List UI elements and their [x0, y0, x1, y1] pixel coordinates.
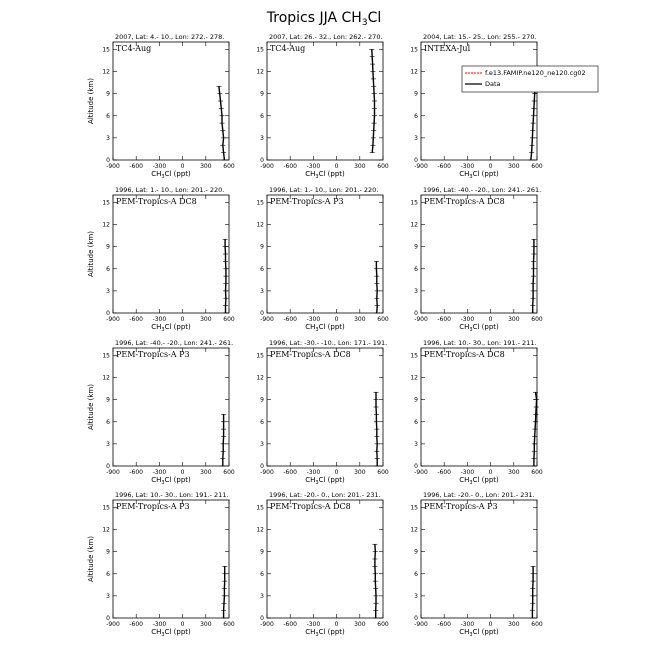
- y-tick-label: 12: [102, 221, 110, 229]
- x-tick-label: 300: [354, 469, 366, 476]
- y-tick-label: 15: [410, 352, 418, 360]
- y-tick-label: 9: [414, 90, 418, 98]
- y-tick-label: 15: [102, 199, 110, 207]
- x-tick-label: 300: [200, 621, 212, 628]
- panel-header: 1996, Lat: -30.- -10., Lon: 171.- 191.: [269, 339, 388, 347]
- x-axis-label: $CH_3Cl$ (ppt): [459, 628, 499, 638]
- x-tick-label: -300: [306, 621, 321, 628]
- x-tick-label: 0: [180, 469, 185, 476]
- x-tick-label: -300: [152, 621, 167, 628]
- x-tick-label: 0: [334, 469, 339, 476]
- x-axis-label: $CH_3Cl$ (ppt): [459, 476, 499, 486]
- x-tick-label: 300: [508, 163, 520, 170]
- panel-2: [256, 33, 389, 180]
- y-tick-label: 15: [256, 199, 264, 207]
- y-tick-label: 3: [106, 592, 110, 600]
- x-tick-label: 0: [180, 621, 185, 628]
- y-tick-label: 12: [410, 526, 418, 534]
- panel-header: 1996, Lat: 10.- 30., Lon: 191.- 211.: [423, 339, 537, 347]
- y-tick-label: 9: [106, 396, 110, 404]
- x-tick-label: -300: [306, 469, 321, 476]
- x-tick-label: -900: [106, 621, 120, 628]
- x-tick-label: 600: [531, 469, 543, 476]
- x-tick-label: 0: [488, 163, 493, 170]
- campaign-label: PEM-Tropics-A DC8: [424, 350, 505, 359]
- campaign-label: PEM-Tropics-A DC8: [270, 502, 351, 511]
- y-tick-label: 6: [260, 265, 264, 273]
- x-tick-label: -900: [414, 163, 428, 170]
- plot-frame: [113, 42, 229, 160]
- campaign-label: PEM-Tropics-A P3: [270, 197, 344, 206]
- data-profile-line: [224, 566, 225, 618]
- y-tick-label: 6: [106, 112, 110, 120]
- plot-frame: [421, 348, 537, 466]
- campaign-label: PEM-Tropics-A DC8: [424, 197, 505, 206]
- y-tick-label: 3: [106, 134, 110, 142]
- figure-title: Tropics JJA $CH_3Cl$: [266, 10, 382, 28]
- panel-4: [87, 186, 235, 333]
- plot-frame: [113, 195, 229, 313]
- y-tick-label: 3: [414, 440, 418, 448]
- plot-frame: [421, 195, 537, 313]
- y-tick-label: 6: [414, 570, 418, 578]
- y-tick-label: 6: [414, 265, 418, 273]
- x-tick-label: -600: [129, 163, 144, 170]
- x-tick-label: -300: [306, 163, 321, 170]
- y-tick-label: 3: [414, 592, 418, 600]
- y-tick-label: 3: [414, 287, 418, 295]
- x-tick-label: -300: [460, 316, 475, 323]
- y-tick-label: 0: [260, 463, 264, 470]
- x-tick-label: 600: [531, 316, 543, 323]
- x-tick-label: -600: [283, 469, 298, 476]
- y-tick-label: 6: [106, 418, 110, 426]
- x-tick-label: 300: [354, 163, 366, 170]
- x-tick-label: 600: [223, 316, 235, 323]
- x-tick-label: -600: [129, 316, 144, 323]
- x-tick-label: 600: [531, 621, 543, 628]
- legend: [462, 66, 598, 92]
- x-axis-label: $CH_3Cl$ (ppt): [305, 170, 345, 180]
- x-tick-label: -900: [414, 316, 428, 323]
- plot-frame: [421, 42, 537, 160]
- plot-frame: [113, 500, 229, 618]
- x-tick-label: 600: [377, 621, 389, 628]
- campaign-label: PEM-Tropics-A P3: [424, 502, 498, 511]
- panel-header: 1996, Lat: -20.- 0., Lon: 201.- 231.: [269, 491, 381, 499]
- y-tick-label: 9: [260, 243, 264, 251]
- x-axis-label: $CH_3Cl$ (ppt): [305, 323, 345, 333]
- y-tick-label: 0: [106, 463, 110, 470]
- y-axis-label: Altitude (km): [87, 536, 95, 582]
- x-tick-label: -300: [152, 163, 167, 170]
- panel-header: 1996, Lat: -20.- 0., Lon: 201.- 231.: [423, 491, 535, 499]
- x-tick-label: 0: [334, 163, 339, 170]
- y-tick-label: 0: [414, 615, 418, 622]
- panel-6: [410, 186, 543, 333]
- campaign-label: TC4-Aug: [270, 44, 306, 53]
- y-tick-label: 0: [260, 310, 264, 317]
- y-tick-label: 3: [260, 287, 264, 295]
- plot-frame: [267, 348, 383, 466]
- x-tick-label: 0: [180, 163, 185, 170]
- y-tick-label: 12: [102, 526, 110, 534]
- x-tick-label: -900: [414, 621, 428, 628]
- campaign-label: PEM-Tropics-A P3: [116, 502, 190, 511]
- x-tick-label: 0: [180, 316, 185, 323]
- panel-header: 1996, Lat: 10.- 30., Lon: 191.- 211.: [115, 491, 229, 499]
- x-tick-label: 0: [488, 621, 493, 628]
- y-tick-label: 15: [410, 46, 418, 54]
- x-tick-label: 300: [354, 621, 366, 628]
- panel-header: 2004, Lat: 15.- 25., Lon: 255.- 270.: [423, 33, 537, 41]
- x-tick-label: 300: [200, 163, 212, 170]
- x-tick-label: -300: [460, 163, 475, 170]
- x-tick-label: -300: [152, 469, 167, 476]
- x-tick-label: 0: [488, 316, 493, 323]
- panel-3: [410, 33, 598, 180]
- y-tick-label: 15: [102, 352, 110, 360]
- x-tick-label: -300: [152, 316, 167, 323]
- panel-1: [87, 33, 235, 180]
- panel-7: [87, 339, 235, 486]
- plot-frame: [421, 500, 537, 618]
- legend-label-data: Data: [485, 80, 501, 88]
- panel-header: 2007, Lat: 4.- 10., Lon: 272.- 278.: [115, 33, 225, 41]
- legend-label-model: f.e13.FAMIP.ne120_ne120.cg02: [485, 69, 586, 77]
- y-tick-label: 0: [106, 310, 110, 317]
- x-tick-label: -600: [437, 163, 452, 170]
- x-tick-label: 600: [377, 163, 389, 170]
- x-tick-label: 600: [223, 621, 235, 628]
- y-tick-label: 9: [260, 548, 264, 556]
- y-tick-label: 0: [106, 615, 110, 622]
- x-tick-label: 600: [223, 469, 235, 476]
- x-tick-label: -900: [106, 163, 120, 170]
- panel-header: 1996, Lat: -40.- -20., Lon: 241.- 261.: [423, 186, 542, 194]
- plot-frame: [267, 195, 383, 313]
- y-tick-label: 12: [256, 374, 264, 382]
- x-tick-label: -900: [260, 469, 274, 476]
- x-tick-label: 300: [200, 316, 212, 323]
- x-tick-label: -900: [106, 316, 120, 323]
- x-tick-label: 300: [200, 469, 212, 476]
- y-tick-label: 3: [106, 440, 110, 448]
- x-tick-label: -600: [437, 316, 452, 323]
- y-tick-label: 0: [414, 310, 418, 317]
- x-tick-label: 300: [508, 469, 520, 476]
- x-tick-label: -600: [129, 621, 144, 628]
- campaign-label: PEM-Tropics-A DC8: [270, 350, 351, 359]
- data-profile-line: [532, 566, 533, 618]
- y-tick-label: 6: [414, 418, 418, 426]
- panel-11: [256, 491, 389, 638]
- y-tick-label: 9: [414, 548, 418, 556]
- y-tick-label: 9: [414, 396, 418, 404]
- x-tick-label: -300: [460, 621, 475, 628]
- y-tick-label: 3: [106, 287, 110, 295]
- x-axis-label: $CH_3Cl$ (ppt): [459, 170, 499, 180]
- x-axis-label: $CH_3Cl$ (ppt): [305, 476, 345, 486]
- y-tick-label: 9: [260, 90, 264, 98]
- x-tick-label: -300: [460, 469, 475, 476]
- y-tick-label: 12: [256, 526, 264, 534]
- x-tick-label: -900: [260, 163, 274, 170]
- x-tick-label: -600: [129, 469, 144, 476]
- y-tick-label: 0: [414, 463, 418, 470]
- x-axis-label: $CH_3Cl$ (ppt): [151, 628, 191, 638]
- y-tick-label: 6: [260, 418, 264, 426]
- plot-frame: [113, 348, 229, 466]
- y-tick-label: 15: [102, 46, 110, 54]
- y-tick-label: 15: [256, 504, 264, 512]
- x-tick-label: -900: [260, 316, 274, 323]
- x-tick-label: 600: [531, 163, 543, 170]
- y-tick-label: 0: [414, 157, 418, 164]
- x-tick-label: -300: [306, 316, 321, 323]
- y-tick-label: 9: [414, 243, 418, 251]
- x-tick-label: 600: [377, 469, 389, 476]
- y-tick-label: 15: [410, 504, 418, 512]
- campaign-label: TC4-Aug: [116, 44, 152, 53]
- y-tick-label: 0: [106, 157, 110, 164]
- x-tick-label: 0: [334, 621, 339, 628]
- y-tick-label: 3: [414, 134, 418, 142]
- x-tick-label: 0: [334, 316, 339, 323]
- y-tick-label: 12: [256, 221, 264, 229]
- y-tick-label: 15: [410, 199, 418, 207]
- x-axis-label: $CH_3Cl$ (ppt): [305, 628, 345, 638]
- panel-10: [87, 491, 235, 638]
- y-tick-label: 6: [106, 265, 110, 273]
- y-tick-label: 0: [260, 615, 264, 622]
- x-tick-label: -600: [283, 621, 298, 628]
- panel-9: [410, 339, 543, 486]
- y-tick-label: 12: [102, 68, 110, 76]
- x-axis-label: $CH_3Cl$ (ppt): [459, 323, 499, 333]
- panel-header: 2007, Lat: 26.- 32., Lon: 262.- 270.: [269, 33, 383, 41]
- x-tick-label: 300: [508, 316, 520, 323]
- x-tick-label: -900: [260, 621, 274, 628]
- panel-12: [410, 491, 543, 638]
- y-tick-label: 3: [260, 134, 264, 142]
- campaign-label: PEM-Tropics-A DC8: [116, 197, 197, 206]
- x-tick-label: -900: [414, 469, 428, 476]
- y-tick-label: 6: [260, 570, 264, 578]
- y-tick-label: 9: [106, 243, 110, 251]
- x-axis-label: $CH_3Cl$ (ppt): [151, 323, 191, 333]
- y-tick-label: 15: [256, 352, 264, 360]
- y-axis-label: Altitude (km): [87, 384, 95, 430]
- panel-8: [256, 339, 389, 486]
- y-tick-label: 6: [260, 112, 264, 120]
- y-tick-label: 12: [102, 374, 110, 382]
- y-tick-label: 6: [106, 570, 110, 578]
- x-tick-label: -600: [283, 163, 298, 170]
- y-tick-label: 6: [414, 112, 418, 120]
- y-tick-label: 12: [410, 374, 418, 382]
- y-axis-label: Altitude (km): [87, 78, 95, 124]
- y-tick-label: 15: [256, 46, 264, 54]
- data-profile-line: [223, 414, 224, 466]
- y-axis-label: Altitude (km): [87, 231, 95, 277]
- x-axis-label: $CH_3Cl$ (ppt): [151, 170, 191, 180]
- x-tick-label: -600: [283, 316, 298, 323]
- y-tick-label: 3: [260, 592, 264, 600]
- y-tick-label: 12: [410, 68, 418, 76]
- y-tick-label: 9: [260, 396, 264, 404]
- x-tick-label: -600: [437, 621, 452, 628]
- x-tick-label: 0: [488, 469, 493, 476]
- campaign-label: PEM-Tropics-A P3: [116, 350, 190, 359]
- x-tick-label: 600: [223, 163, 235, 170]
- y-tick-label: 15: [102, 504, 110, 512]
- x-tick-label: -600: [437, 469, 452, 476]
- panel-header: 1996, Lat: 1.- 10., Lon: 201.- 220.: [115, 186, 225, 194]
- y-tick-label: 3: [260, 440, 264, 448]
- data-profile-line: [376, 261, 377, 313]
- x-tick-label: 300: [354, 316, 366, 323]
- panel-5: [256, 186, 389, 333]
- y-tick-label: 9: [106, 548, 110, 556]
- y-tick-label: 12: [410, 221, 418, 229]
- panel-header: 1996, Lat: 1.- 10., Lon: 201.- 220.: [269, 186, 379, 194]
- campaign-label: INTEXA-Jul: [424, 44, 471, 53]
- x-tick-label: -900: [106, 469, 120, 476]
- panel-header: 1996, Lat: -40.- -20., Lon: 241.- 261.: [115, 339, 234, 347]
- x-tick-label: 600: [377, 316, 389, 323]
- y-tick-label: 0: [260, 157, 264, 164]
- plot-frame: [267, 500, 383, 618]
- y-tick-label: 9: [106, 90, 110, 98]
- y-tick-label: 12: [256, 68, 264, 76]
- plot-frame: [267, 42, 383, 160]
- x-axis-label: $CH_3Cl$ (ppt): [151, 476, 191, 486]
- x-tick-label: 300: [508, 621, 520, 628]
